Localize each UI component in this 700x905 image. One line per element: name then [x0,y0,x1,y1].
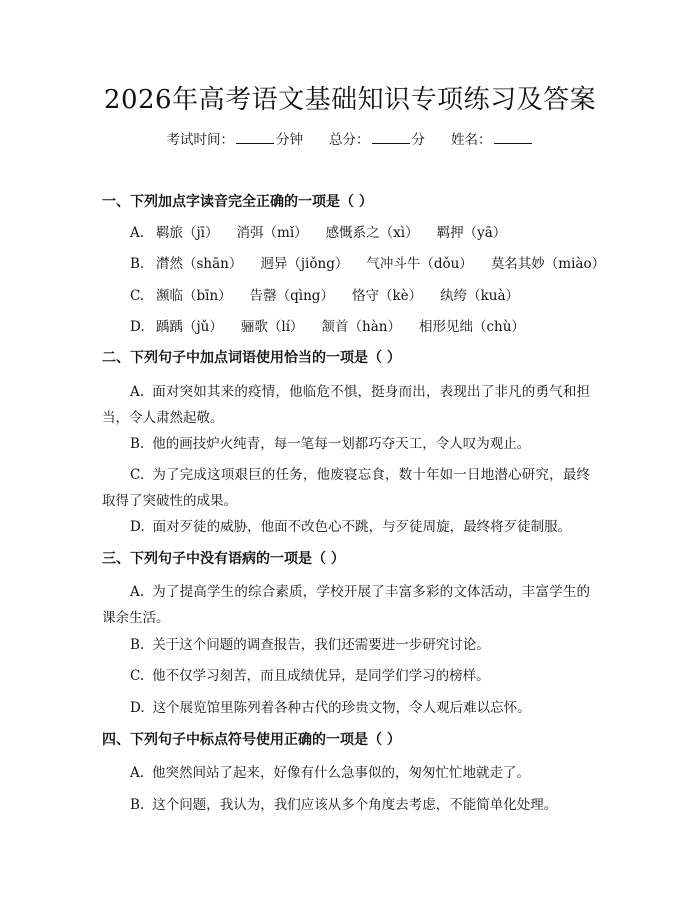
option-word: 羁押（yā） [436,225,507,241]
option-letter: B. [130,256,145,272]
question-4-option-a[interactable] [102,760,590,786]
exam-time-label: 考试时间： [166,132,234,148]
question-3-option-b[interactable] [102,632,590,658]
option-text: 他的画技炉火纯青，每一笔每一划都巧夺天工，令人叹为观止。 [152,436,531,452]
total-score-field [329,130,425,150]
total-score-label: 总分： [329,132,370,148]
question-2-option-d[interactable] [102,514,590,540]
option-text: 关于这个问题的调查报告，我们还需要进一步研究讨论。 [152,637,490,653]
option-text: 为了提高学生的综合素质，学校开展了丰富多彩的文体活动，丰富学生的课余生活。 [102,584,590,626]
exam-time-field [167,130,304,150]
question-4-heading: 四、下列句子中标点符号使用正确的一项是（ ） [102,732,401,748]
student-name-field [451,130,534,150]
option-letter: A. [130,765,145,781]
option-text: 为了完成这项艰巨的任务，他废寝忘食，数十年如一日地潜心研究，最终取得了突破性的成果。 [102,467,590,509]
option-word: 恪守（kè） [351,288,423,304]
option-text: 面对突如其来的疫情，他临危不惧，挺身而出，表现出了非凡的勇气和担当，令人肃然起敬。 [102,384,590,426]
total-score-blank[interactable] [372,143,410,144]
option-word: 迥异（jiǒng） [260,256,349,272]
question-1-heading: 一、下列加点字读音完全正确的一项是（ ） [102,194,373,210]
option-word: 骊歌（lí） [240,319,304,335]
question-2-option-b[interactable] [102,431,590,457]
option-text: 这个展览馆里陈列着各种古代的珍贵文物，令人观后难以忘怀。 [152,700,531,716]
option-word: 羁旅（jī） [156,225,219,241]
option-word: 感慨系之（xì） [325,225,419,241]
option-letter: D. [130,700,145,716]
question-1-option-c[interactable] [130,285,537,307]
total-score-unit: 分 [411,132,425,148]
option-text: 这个问题，我认为，我们应该从多个角度去考虑，不能简单化处理。 [152,797,558,813]
option-word: 相形见绌（chù） [418,319,525,335]
question-2-option-c[interactable] [102,462,590,514]
question-2-heading: 二、下列句子中加点词语使用恰当的一项是（ ） [102,350,401,366]
option-word: 潸然（shān） [156,256,243,272]
option-word: 莫名其妙（miào） [490,256,606,272]
option-text: 他不仅学习刻苦，而且成绩优异，是同学们学习的榜样。 [152,668,490,684]
exam-time-unit: 分钟 [276,132,303,148]
option-letter: D. [130,319,145,335]
student-name-label: 姓名： [451,132,492,148]
option-word: 消弭（mǐ） [236,225,308,241]
option-letter: C. [130,668,145,684]
option-letter: C. [130,288,145,304]
option-letter: A. [130,384,145,400]
option-word: 气冲斗牛（dǒu） [366,256,473,272]
question-1-option-d[interactable] [130,316,543,338]
option-letter: D. [130,519,145,535]
exam-info-line [0,130,700,150]
exam-time-blank[interactable] [236,143,274,144]
option-word: 颔首（hàn） [321,319,401,335]
option-letter: A. [130,225,145,241]
question-3-heading: 三、下列句子中没有语病的一项是（ ） [102,551,345,567]
option-text: 他突然间站了起来，好像有什么急事似的，匆匆忙忙地就走了。 [152,765,531,781]
question-3-option-c[interactable] [102,663,590,689]
page-title: 2026年高考语文基础知识专项练习及答案 [103,85,597,115]
question-3-option-d[interactable] [102,695,590,721]
question-1-option-a[interactable] [130,222,524,244]
option-letter: B. [130,637,145,653]
option-word: 踽踽（jǔ） [156,319,223,335]
option-letter: B. [130,797,145,813]
option-letter: C. [130,467,145,483]
option-letter: A. [130,584,145,600]
option-word: 濒临（bīn） [156,288,232,304]
question-1-option-b[interactable] [130,253,623,275]
question-2-option-a[interactable] [102,379,590,431]
question-4-option-b[interactable] [102,792,590,818]
option-word: 纨绔（kuà） [440,288,520,304]
option-letter: B. [130,436,145,452]
student-name-blank[interactable] [494,143,532,144]
question-3-option-a[interactable] [102,579,590,631]
option-text: 面对歹徒的威胁，他面不改色心不跳，与歹徒周旋，最终将歹徒制服。 [152,519,572,535]
option-word: 告罄（qìng） [249,288,334,304]
